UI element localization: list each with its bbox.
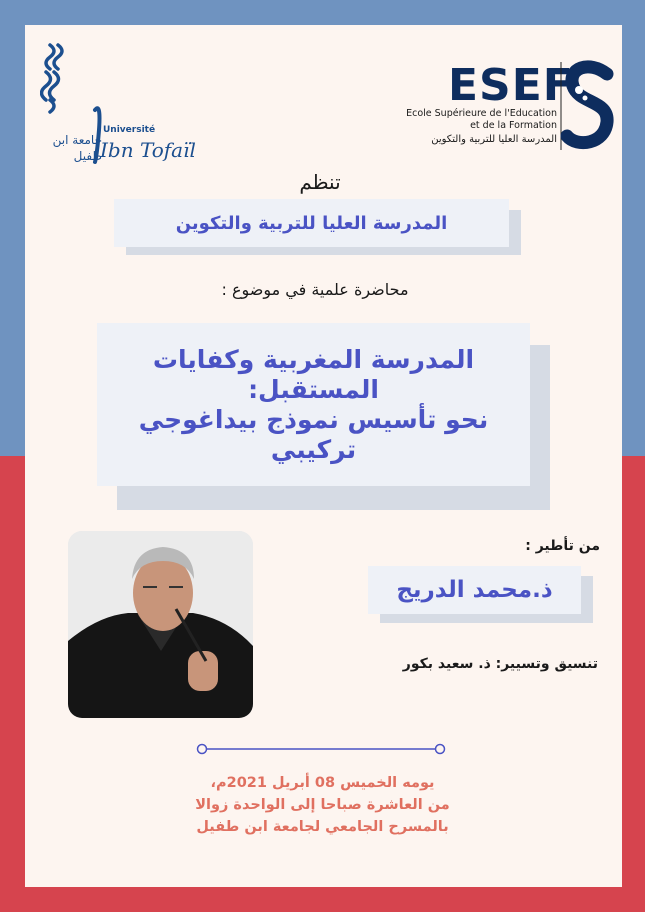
divider-line xyxy=(196,742,446,756)
event-venue: بالمسرح الجامعي لجامعة ابن طفيل xyxy=(196,819,449,835)
organizes-label: تنظم xyxy=(299,170,341,194)
university-latin-top: Université xyxy=(103,125,156,135)
esef-acronym: ESEF xyxy=(448,60,574,111)
university-arabic-name: جامعة ابن طفيل xyxy=(52,133,102,163)
esef-line1: Ecole Supérieure de l'Education xyxy=(406,108,557,119)
lecture-title-panel xyxy=(97,323,530,486)
speaker-photo xyxy=(68,531,253,718)
school-name-box xyxy=(114,199,509,247)
school-name: المدرسة العليا للتربية والتكوين xyxy=(175,212,448,234)
lecture-title-line-4: تركيبي xyxy=(270,434,357,464)
lecture-intro: محاضرة علمية في موضوع : xyxy=(221,280,409,299)
esef-line2: et de la Formation xyxy=(470,120,557,131)
coordination-text: تنسيق وتسيير: ذ. سعيد بكور xyxy=(402,656,598,672)
university-logo xyxy=(40,40,196,170)
lecture-title-line-3: نحو تأسيس نموذج بيداغوجي xyxy=(138,404,489,434)
speaker-name-box xyxy=(368,566,581,614)
event-time: من العاشرة صباحا إلى الواحدة زوالا xyxy=(195,797,450,813)
lecture-title-line-2: المستقبل: xyxy=(248,374,379,404)
speaker-name: ذ.محمد الدريج xyxy=(396,577,553,603)
speaker-label: من تأطير : xyxy=(525,538,600,554)
esef-logo xyxy=(406,60,615,155)
speaker-portrait-icon xyxy=(68,531,253,718)
lecture-title-line-1: المدرسة المغربية وكفايات xyxy=(152,344,475,374)
event-date: يومه الخميس 08 أبريل 2021م، xyxy=(210,775,435,791)
esef-s-icon xyxy=(559,60,615,152)
event-details xyxy=(130,772,515,838)
esef-arabic: المدرسة العليا للتربية والتكوين xyxy=(431,134,557,145)
university-latin-name: Ibn Tofaïl xyxy=(100,138,196,162)
